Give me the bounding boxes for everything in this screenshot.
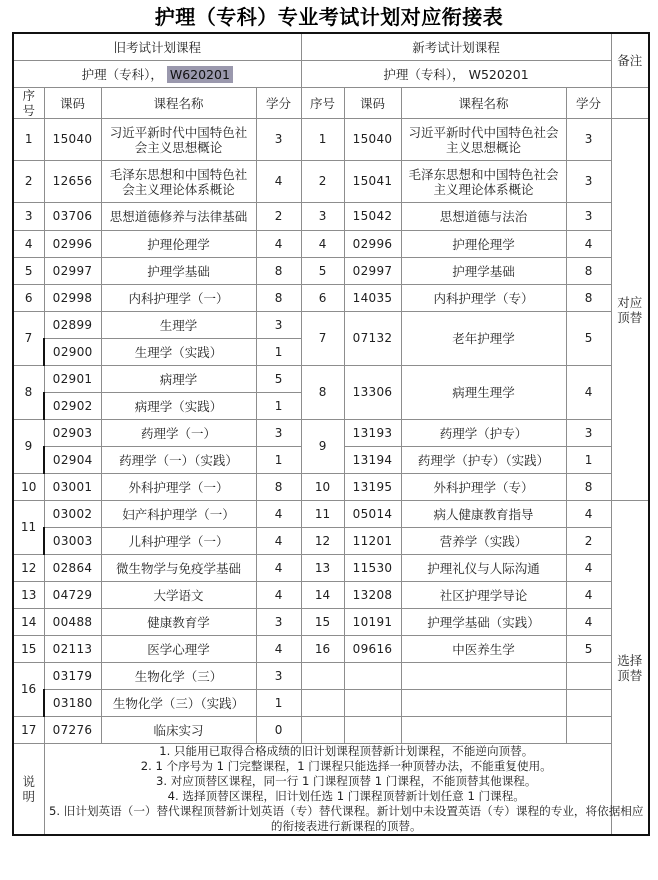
old-code: 04729: [44, 582, 101, 609]
old-credit: 4: [256, 161, 301, 203]
old-credit: 4: [256, 528, 301, 555]
new-course-name: 思想道德与法治: [401, 203, 566, 231]
new-seq: 6: [301, 285, 344, 312]
old-credit: 1: [256, 447, 301, 474]
old-code: 03003: [44, 528, 101, 555]
old-credit: 4: [256, 582, 301, 609]
old-course-name: 生物化学（三）: [101, 663, 256, 690]
new-credit: 3: [566, 203, 611, 231]
old-major-code: W620201: [167, 66, 233, 83]
new-code: 09616: [344, 636, 401, 663]
old-seq: 6: [13, 285, 44, 312]
old-credit: 4: [256, 501, 301, 528]
new-credit: 5: [566, 636, 611, 663]
note-item: 4. 选择顶替区课程，旧计划任选 1 门课程顶替新计划任意 1 门课程。: [167, 789, 525, 803]
old-course-name: 医学心理学: [101, 636, 256, 663]
old-course-name: 儿科护理学（一）: [101, 528, 256, 555]
old-course-name: 护理伦理学: [101, 231, 256, 258]
new-credit: 3: [566, 119, 611, 161]
old-credit: 3: [256, 609, 301, 636]
new-seq: 11: [301, 501, 344, 528]
old-seq: 17: [13, 717, 44, 744]
old-credit: 3: [256, 119, 301, 161]
old-seq: 12: [13, 555, 44, 582]
col-header-new-code: 课码: [344, 88, 401, 119]
new-credit: 4: [566, 501, 611, 528]
new-credit-empty: [566, 663, 611, 690]
new-code: 02996: [344, 231, 401, 258]
old-course-name: 微生物学与免疫学基础: [101, 555, 256, 582]
old-code: 07276: [44, 717, 101, 744]
new-seq: 10: [301, 474, 344, 501]
new-course-name: 药理学（护专）: [401, 420, 566, 447]
new-credit: 4: [566, 366, 611, 420]
old-course-name: 外科护理学（一）: [101, 474, 256, 501]
new-code: 13306: [344, 366, 401, 420]
old-code: 15040: [44, 119, 101, 161]
col-header-new-course: 课程名称: [401, 88, 566, 119]
new-credit-empty: [566, 717, 611, 744]
old-code: 02998: [44, 285, 101, 312]
old-course-name: 习近平新时代中国特色社 会主义思想概论: [101, 119, 256, 161]
old-credit: 1: [256, 339, 301, 366]
new-code: 13194: [344, 447, 401, 474]
new-course-name: 外科护理学（专）: [401, 474, 566, 501]
new-credit: 8: [566, 258, 611, 285]
old-credit: 8: [256, 285, 301, 312]
table-row: 1: [13, 119, 44, 161]
new-code: 11530: [344, 555, 401, 582]
articulation-table: [12, 32, 650, 836]
new-plan-header: 新考试计划课程: [301, 33, 611, 61]
new-course-name: 病人健康教育指导: [401, 501, 566, 528]
col-header-old-code: 课码: [44, 88, 101, 119]
page-title: 护理（专科）专业考试计划对应衔接表: [154, 5, 504, 29]
new-course-name: 老年护理学: [401, 312, 566, 366]
old-code: 02900: [44, 339, 101, 366]
col-header-old-course: 课程名称: [101, 88, 256, 119]
new-seq: 5: [301, 258, 344, 285]
new-code-empty: [344, 663, 401, 690]
old-seq: 8: [13, 366, 44, 420]
new-seq-empty: [301, 690, 344, 717]
old-seq: 5: [13, 258, 44, 285]
old-course-name: 药理学（一）（实践）: [101, 447, 256, 474]
old-course-name: 病理学: [101, 366, 256, 393]
new-credit-empty: [566, 690, 611, 717]
note-item: 5. 旧计划英语（一）替代课程顶替新计划英语（专）替代课程。新计划中未设置英语（专）课程的专业，将依据相应的衔接表进行新课程的顶替。: [49, 804, 644, 833]
old-code: 03001: [44, 474, 101, 501]
old-seq: 2: [13, 161, 44, 203]
new-seq: 13: [301, 555, 344, 582]
old-seq: 3: [13, 203, 44, 231]
old-credit: 2: [256, 203, 301, 231]
old-credit: 8: [256, 474, 301, 501]
new-code: 14035: [344, 285, 401, 312]
old-seq: 11: [13, 501, 44, 555]
old-code: 03179: [44, 663, 101, 690]
new-seq: 7: [301, 312, 344, 366]
old-seq: 14: [13, 609, 44, 636]
old-course-name: 生理学: [101, 312, 256, 339]
new-seq: 1: [301, 119, 344, 161]
new-seq-empty: [301, 663, 344, 690]
old-seq: 7: [13, 312, 44, 366]
old-seq: 10: [13, 474, 44, 501]
old-code: 02996: [44, 231, 101, 258]
new-course-name: 社区护理学导论: [401, 582, 566, 609]
old-credit: 1: [256, 690, 301, 717]
col-header-new-credit: 学分: [566, 88, 611, 119]
new-code: 10191: [344, 609, 401, 636]
note-item: 1. 只能用已取得合格成绩的旧计划课程顶替新计划课程，不能逆向顶替。: [159, 744, 534, 758]
new-credit: 2: [566, 528, 611, 555]
new-credit: 4: [566, 609, 611, 636]
new-code-empty: [344, 690, 401, 717]
new-code: 05014: [344, 501, 401, 528]
old-code: 03180: [44, 690, 101, 717]
old-code: 02901: [44, 366, 101, 393]
new-seq: 2: [301, 161, 344, 203]
new-course-name-empty: [401, 690, 566, 717]
col-header-remark-blank: [611, 88, 649, 119]
new-seq: 3: [301, 203, 344, 231]
old-credit: 3: [256, 420, 301, 447]
new-course-name: 护理学基础（实践）: [401, 609, 566, 636]
new-credit: 3: [566, 161, 611, 203]
old-seq: 13: [13, 582, 44, 609]
old-credit: 3: [256, 663, 301, 690]
new-seq: 14: [301, 582, 344, 609]
new-code: 11201: [344, 528, 401, 555]
new-code: 13208: [344, 582, 401, 609]
new-course-name-empty: [401, 717, 566, 744]
old-credit: 8: [256, 258, 301, 285]
col-header-old-credit: 学分: [256, 88, 301, 119]
old-credit: 4: [256, 636, 301, 663]
new-credit: 8: [566, 285, 611, 312]
new-credit: 8: [566, 474, 611, 501]
new-code: 07132: [344, 312, 401, 366]
new-course-name: 护理学基础: [401, 258, 566, 285]
new-credit: 4: [566, 555, 611, 582]
new-credit: 1: [566, 447, 611, 474]
old-seq: 15: [13, 636, 44, 663]
old-credit: 5: [256, 366, 301, 393]
new-code: 15041: [344, 161, 401, 203]
new-credit: 3: [566, 420, 611, 447]
new-credit: 4: [566, 231, 611, 258]
new-code: 15042: [344, 203, 401, 231]
col-header-new-seq: 序号: [301, 88, 344, 119]
new-code: 13193: [344, 420, 401, 447]
old-course-name: 大学语文: [101, 582, 256, 609]
old-course-name: 内科护理学（一）: [101, 285, 256, 312]
old-credit: 0: [256, 717, 301, 744]
old-code: 03002: [44, 501, 101, 528]
old-code: 12656: [44, 161, 101, 203]
new-code: 02997: [344, 258, 401, 285]
new-course-name: 中医养生学: [401, 636, 566, 663]
old-code: 03706: [44, 203, 101, 231]
new-seq-empty: [301, 717, 344, 744]
old-course-name: 思想道德修养与法律基础: [101, 203, 256, 231]
notes-body: [44, 744, 649, 836]
old-course-name: 病理学（实践）: [101, 393, 256, 420]
old-seq: 16: [13, 663, 44, 717]
old-code: 02864: [44, 555, 101, 582]
old-major-cell: [13, 61, 301, 88]
old-course-name: 药理学（一）: [101, 420, 256, 447]
new-credit: 5: [566, 312, 611, 366]
old-code: 02902: [44, 393, 101, 420]
new-seq: 8: [301, 366, 344, 420]
old-code: 02904: [44, 447, 101, 474]
new-course-name: 护理伦理学: [401, 231, 566, 258]
new-course-name: 内科护理学（专）: [401, 285, 566, 312]
old-seq: 9: [13, 420, 44, 474]
new-course-name: 药理学（护专）（实践）: [401, 447, 566, 474]
new-course-name: 营养学（实践）: [401, 528, 566, 555]
notes-label: 说 明: [13, 744, 44, 836]
remark-corresponding: 对应 顶替: [611, 119, 649, 501]
col-header-old-seq: 序号: [13, 88, 44, 119]
old-course-name: 妇产科护理学（一）: [101, 501, 256, 528]
new-code-empty: [344, 717, 401, 744]
old-course-name: 毛泽东思想和中国特色社 会主义理论体系概论: [101, 161, 256, 203]
old-credit: 3: [256, 312, 301, 339]
old-seq: 4: [13, 231, 44, 258]
new-seq: 4: [301, 231, 344, 258]
old-course-name: 生物化学（三）（实践）: [101, 690, 256, 717]
new-credit: 4: [566, 582, 611, 609]
old-code: 02997: [44, 258, 101, 285]
old-code: 02113: [44, 636, 101, 663]
new-course-name: 毛泽东思想和中国特色社会 主义理论体系概论: [401, 161, 566, 203]
old-course-name: 健康教育学: [101, 609, 256, 636]
new-code: 13195: [344, 474, 401, 501]
old-course-name: 护理学基础: [101, 258, 256, 285]
new-code: 15040: [344, 119, 401, 161]
old-credit: 1: [256, 393, 301, 420]
new-course-name: 习近平新时代中国特色社会 主义思想概论: [401, 119, 566, 161]
old-credit: 4: [256, 555, 301, 582]
old-plan-header: 旧考试计划课程: [13, 33, 301, 61]
old-code: 02899: [44, 312, 101, 339]
old-major-label: 护理（专科），: [81, 66, 167, 82]
new-course-name-empty: [401, 663, 566, 690]
new-course-name: 病理生理学: [401, 366, 566, 420]
old-code: 02903: [44, 420, 101, 447]
old-code: 00488: [44, 609, 101, 636]
new-seq: 16: [301, 636, 344, 663]
note-item: 3. 对应顶替区课程，同一行 1 门课程顶替 1 门课程，不能顶替其他课程。: [156, 774, 537, 788]
new-seq: 12: [301, 528, 344, 555]
new-seq: 9: [301, 420, 344, 474]
remark-column-header: 备注: [611, 33, 649, 88]
new-major-cell: 护理（专科）， W520201: [301, 61, 611, 88]
old-course-name: 临床实习: [101, 717, 256, 744]
new-course-name: 护理礼仪与人际沟通: [401, 555, 566, 582]
note-item: 2. 1 个序号为 1 门完整课程，1 门课程只能选择一种顶替办法，不能重复使用。: [140, 759, 552, 773]
remark-optional: 选择 顶替: [611, 501, 649, 836]
old-course-name: 生理学（实践）: [101, 339, 256, 366]
new-seq: 15: [301, 609, 344, 636]
old-credit: 4: [256, 231, 301, 258]
